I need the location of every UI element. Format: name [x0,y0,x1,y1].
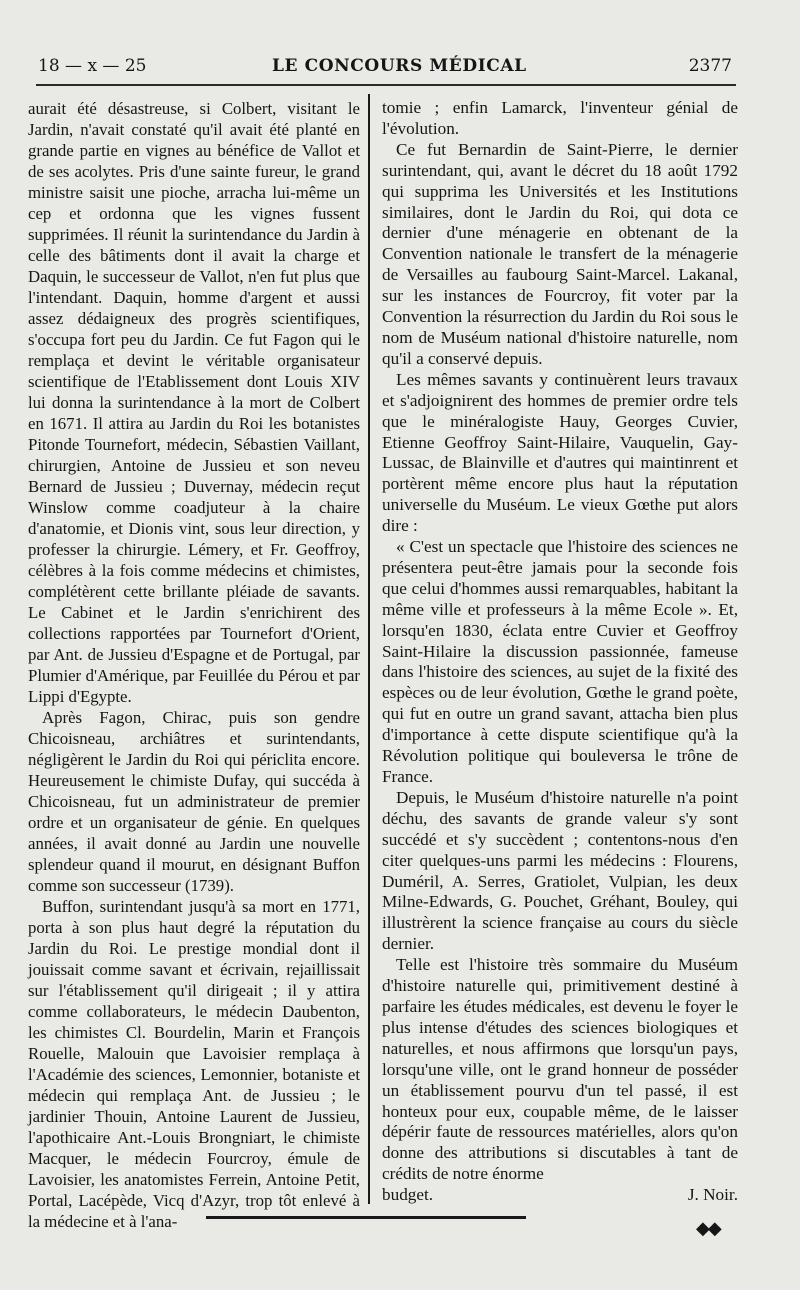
end-ornament: ◆◆ [696,1218,720,1239]
right-paragraph-1: tomie ; enfin Lamarck, l'inventeur génial de l'évolution. [382,98,738,138]
footer-rule [206,1216,526,1219]
header-rule [36,84,736,86]
page-header [36,52,736,82]
page-number: 2377 [688,56,732,76]
right-paragraph-3: Les mêmes savants y continuèrent leurs travaux et s'adjoignirent des hommes de premier ordre tels que le minéralogiste Hauy, Georges Cuvier, Etienne Geoffroy Saint-Hilaire, Vauquelin, Gay-Lussac, de Blainville et d'autres qui maintinrent et portèrent même encore plus haut la réputation universelle du Muséum. Le vieux Gœthe put alors dire : [382,369,738,536]
author-signature: J. Noir. [687,1185,738,1205]
journal-title: LE CONCOURS MÉDICAL [272,56,527,76]
left-paragraph-3: Buffon, surintendant jusqu'à sa mort en 1771, porta à son plus haut degré la réputation du Jardin du Roi. Le prestige mondial dont il jouissait comme savant et écrivain, rejaillissait sur l'établissement qu'il dirigeait ; il y attira comme collaborateurs, le médecin Daubenton, les chimistes Cl. Bourdelin, Marin et François Rouelle, Malouin que Lavoisier remplaça à l'Académie des sciences, Lemonnier, botaniste et médecin qui remplaça Ant. de Jussieu ; le jardinier Thouin, Antoine Laurent de Jussieu, l'apothicaire Ant.-Louis Brongniart, le chimiste Macquer, le médecin Fourcroy, émule de Lavoisier, les anatomistes Ferrein, Antoine Petit, Portal, Lacépède, Vicq d'Azyr, trop tôt enlevé à la médecine et à l'ana- [28,897,360,1231]
right-paragraph-5: Depuis, le Muséum d'histoire naturelle n'a point déchu, des savants de grande valeur s'y sont succédé et s'y succèdent ; contentons-nous d'en citer quelques-uns parmi les médecins : Flourens, Duméril, A. Serres, Gratiolet, Vulpian, les deux Milne-Edwards, G. Pouchet, Gréhant, Bouley, qui illustrèrent la science française au cours du siècle dernier. [382,787,738,954]
closing-line [382,1185,738,1206]
column-divider [368,94,370,1204]
closing-word: budget. [382,1185,434,1205]
right-column [382,98,738,1206]
right-paragraph-6: Telle est l'histoire très sommaire du Muséum d'histoire naturelle qui, primitivement destiné à parfaire les études médicales, est devenu le foyer le plus intense d'études des sciences biologiques et naturelles, et nous affirmons que lorsqu'un pays, lorsqu'une ville, ont le grand honneur de posséder un établissement pourvu d'un tel passé, il est honteux pour eux, coupable même, de le laisser dépérir faute de ressources matérielles, alors qu'on donne des attributions si discutables à tant de crédits de notre énorme [382,955,738,1184]
right-paragraph-2: Ce fut Bernardin de Saint-Pierre, le dernier surintendant, qui, avant le décret du 18 août 1792 qui supprima les Universités et les Institutions similaires, dont le Jardin du Roi, qui dota ce dernier d'une ménagerie en obtenant de la Convention nationale le transfert de la ménagerie de Versailles au faubourg Saint-Marcel. Lakanal, sur les instances de Fourcroy, fit voter par la Convention la résurrection du Jardin du Roi sous le nom de Muséum national d'histoire naturelle, nom qu'il a conservé depuis. [382,139,738,368]
left-column [28,98,360,1232]
right-paragraph-4: « C'est un spectacle que l'histoire des sciences ne présentera peut-être jamais pour la seconde fois que celui d'hommes aussi remarquables, habitant la même ville et professeurs à la même Ecole ». Et, lorsqu'en 1830, éclata entre Cuvier et Geoffroy Saint-Hilaire la discussion passionnée, fameuse dans l'histoire des sciences, au sujet de la fixité des espèces ou de leur évolution, Gœthe le grand poète, qui fut en outre un grand savant, attacha bien plus d'importance à cette dispute scientifique qu'à la Révolution politique qui bouleversa le trône de France. [382,537,738,786]
issue-date: 18 — x — 25 [38,56,147,76]
left-paragraph-2: Après Fagon, Chirac, puis son gendre Chicoisneau, archiâtres et surintendants, négligèrent le Jardin du Roi qui périclita encore. Heureusement le chimiste Dufay, qui succéda à Chicoisneau, fut un administrateur de premier ordre et un organisateur de génie. En quelques années, il avait donné au Jardin une nouvelle splendeur quand il mourut, en désignant Buffon comme son successeur (1739). [28,708,360,895]
left-paragraph-1: aurait été désastreuse, si Colbert, visitant le Jardin, n'avait constaté qu'il avait été planté en grande partie en vignes au bénéfice de Vallot et de ses acolytes. Pris d'une sainte fureur, le grand ministre saisit une pioche, arracha lui-même un cep et ordonna que les vignes fussent supprimées. Il réunit la surintendance du Jardin à celle des bâtiments dont il avait la charge et Daquin, le successeur de Vallot, n'en fut plus que l'intendant. Daquin, homme d'argent et aussi assez dédaigneux des progrès scientifiques, s'occupa fort peu du Jardin. Ce fut Fagon qui le remplaça et devint le véritable organisateur scientifique de l'Etablissement dont Louis XIV lui donna la surintendance à la mort de Colbert en 1671. Il attira au Jardin du Roi les botanistes Pitonde Tournefort, médecin, Sébastien Vaillant, chirurgien, Antoine de Jussieu et son neveu Bernard de Jussieu ; Duvernay, médecin reçut Winslow comme coadjuteur à la chaire d'anatomie, et Dionis vint, sous leur direction, y professer la chirurgie. Lémery, et Fr. Geoffroy, célèbres à la fois comme médecins et chimistes, complétèrent cette brillante pléiade de savants. Le Cabinet et le Jardin s'enrichirent des collections rapportées par Tournefort d'Orient, par Ant. de Jussieu d'Espagne et de Portugal, par Plumier d'Amérique, par Feuillée du Pérou et par Lippi d'Egypte. [28,99,360,706]
